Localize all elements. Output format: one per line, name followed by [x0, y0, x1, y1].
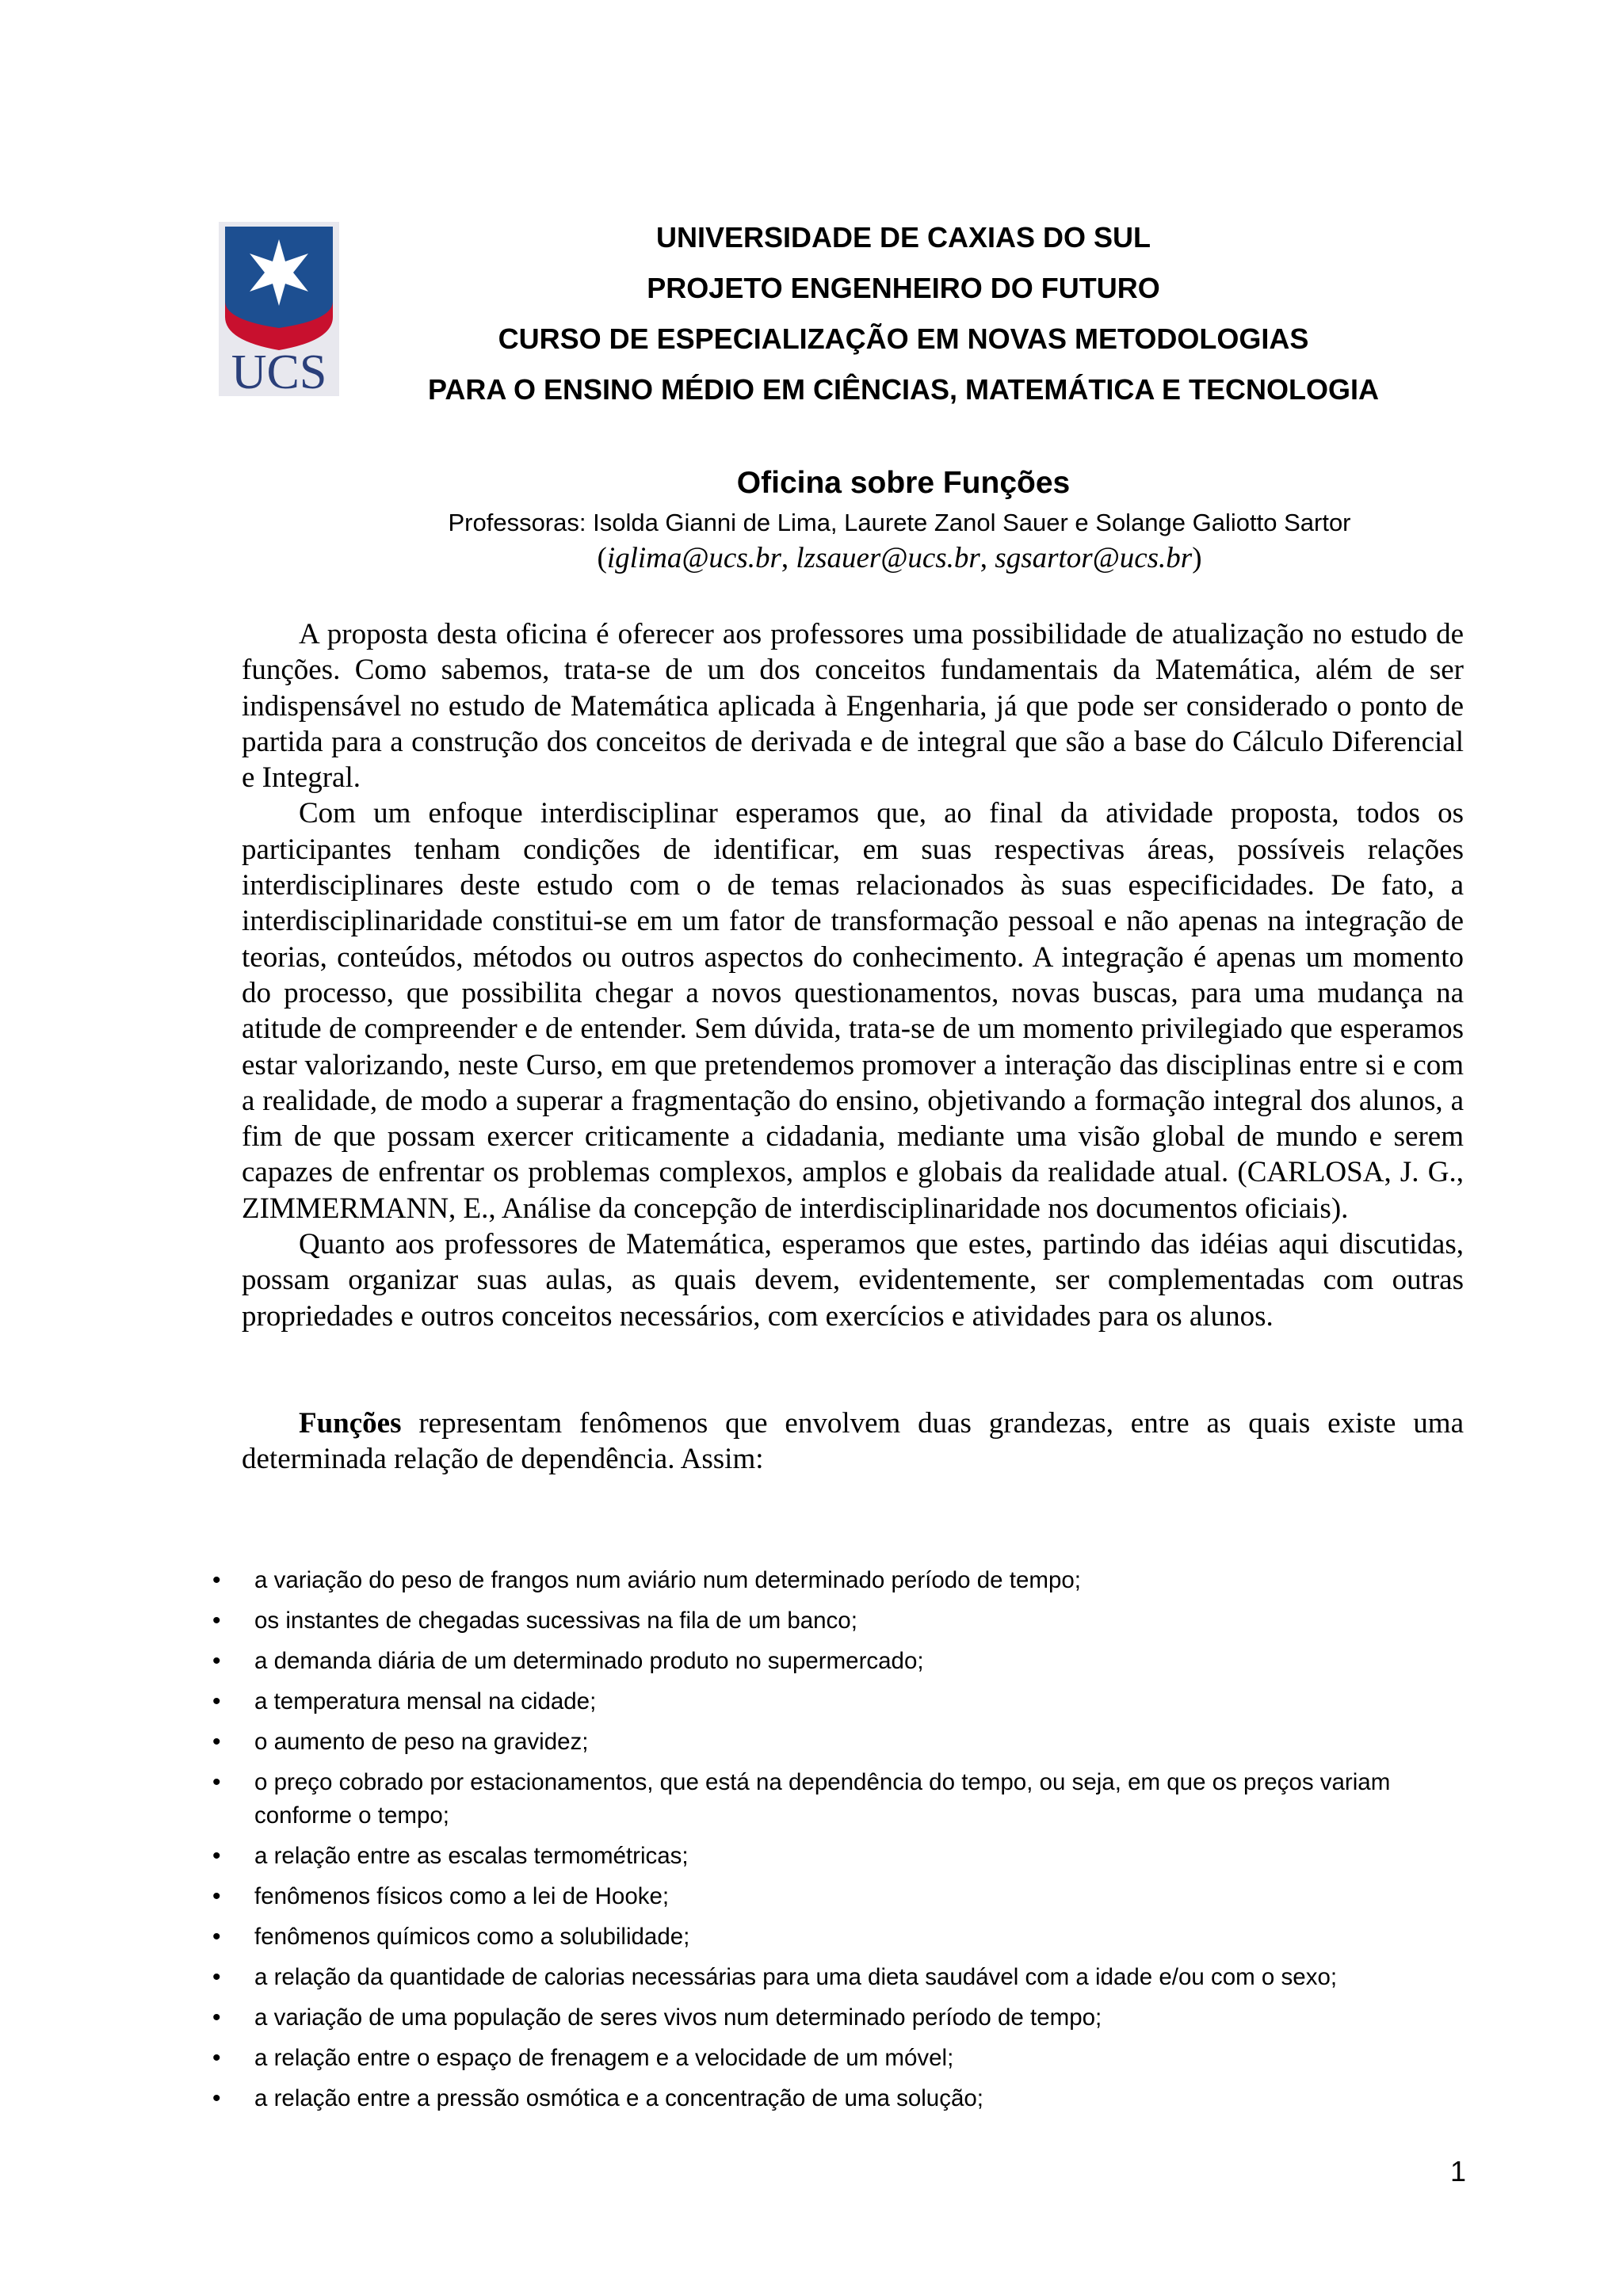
list-item	[208, 2042, 1476, 2075]
list-item-text: os instantes de chegadas sucessivas na fila de um banco;	[254, 1608, 857, 1634]
list-item-text: o aumento de peso na gravidez;	[254, 1729, 589, 1755]
header-line-course: CURSO DE ESPECIALIZAÇÃO EM NOVAS METODOLOGIAS	[498, 322, 1309, 355]
paragraph: A proposta desta oficina é oferecer aos professores uma possibilidade de atualização no estudo de funções. Como sabemos, trata-se de um dos conceitos fundamentais da Matemática, além de ser indispensável no estudo de Matemática aplicada à Engenharia, já que pode ser considerado o ponto de partida para a construção dos conceitos de derivada e de integral que são a base do Cálculo Diferencial e Integral.	[242, 618, 1464, 795]
bullet-icon: •	[212, 2085, 221, 2111]
paragraph: Quanto aos professores de Matemática, esperamos que estes, partindo das idéias aqui discutidas, possam organizar suas aulas, as quais devem, evidentemente, ser complementadas com outras propriedades e outros conceitos necessários, com exercícios e atividades para os alunos.	[242, 1228, 1464, 1333]
spacer	[242, 1370, 1464, 1405]
bullet-icon: •	[212, 1964, 221, 1990]
email-link-sgsartor[interactable]: sgsartor@ucs.br	[995, 542, 1193, 574]
list-item-text: fenômenos químicos como a solubilidade;	[254, 1924, 690, 1950]
bullet-icon: •	[212, 1608, 221, 1634]
list-item	[208, 1564, 1476, 1597]
bullet-icon: •	[212, 1924, 221, 1950]
bullet-icon: •	[212, 1567, 221, 1593]
bullet-icon: •	[212, 1648, 221, 1674]
list-item	[208, 1726, 1476, 1759]
bullet-icon: •	[212, 1688, 221, 1714]
bullet-icon: •	[212, 1843, 221, 1869]
list-item	[208, 1604, 1476, 1638]
header-line-project: PROJETO ENGENHEIRO DO FUTURO	[647, 272, 1160, 304]
funcoes-definition: representam fenômenos que envolvem duas grandezas, entre as quais existe uma determinada relação de dependência. Assim:	[242, 1406, 1464, 1476]
list-item-text: a variação do peso de frangos num aviário num determinado período de tempo;	[254, 1567, 1081, 1593]
email-link-iglima[interactable]: iglima@ucs.br	[606, 542, 781, 574]
list-item-text: a relação entre o espaço de frenagem e a velocidade de um móvel;	[254, 2045, 954, 2071]
examples-list	[208, 1564, 1476, 2122]
list-item	[208, 1880, 1476, 1913]
spacer	[242, 1334, 1464, 1370]
list-item-text: a relação entre as escalas termométricas;	[254, 1843, 689, 1869]
list-item	[208, 1645, 1476, 1678]
list-item-text: a demanda diária de um determinado produto no supermercado;	[254, 1648, 924, 1674]
email-separator: ,	[980, 542, 995, 574]
document-title: Oficina sobre Funções	[736, 466, 1071, 500]
header-line-course-cont: PARA O ENSINO MÉDIO EM CIÊNCIAS, MATEMÁTICA E TECNOLOGIA	[427, 373, 1380, 406]
bullet-icon: •	[212, 1769, 221, 1795]
funcoes-term: Funções	[299, 1406, 402, 1440]
body-text	[242, 616, 1464, 1478]
list-item	[208, 1961, 1476, 1994]
bullet-icon: •	[212, 1883, 221, 1909]
header-line-university: UNIVERSIDADE DE CAXIAS DO SUL	[655, 221, 1151, 254]
paren-open: (	[597, 542, 607, 574]
professors-line: Professoras: Isolda Gianni de Lima, Laurete Zanol Sauer e Solange Galiotto Sartor	[448, 509, 1351, 536]
logo-text: UCS	[231, 345, 327, 396]
ucs-logo	[219, 222, 339, 396]
emails-line	[238, 539, 1561, 578]
list-item	[208, 1920, 1476, 1954]
email-separator: ,	[781, 542, 796, 574]
list-item	[208, 1685, 1476, 1718]
paren-close: )	[1192, 542, 1202, 574]
list-item	[208, 2001, 1476, 2035]
list-item-text: a temperatura mensal na cidade;	[254, 1688, 597, 1714]
email-link-lzsauer[interactable]: lzsauer@ucs.br	[796, 542, 980, 574]
list-item-text: a relação da quantidade de calorias necessárias para uma dieta saudável com a idade e/ou com o sexo;	[254, 1964, 1338, 1990]
list-item	[208, 1766, 1476, 1833]
page-number: 1	[1449, 2155, 1466, 2187]
list-item	[208, 2082, 1476, 2115]
header	[349, 212, 1458, 415]
list-item-text: fenômenos físicos como a lei de Hooke;	[254, 1883, 670, 1909]
list-item-text: a relação entre a pressão osmótica e a concentração de uma solução;	[254, 2085, 983, 2111]
paragraph: Com um enfoque interdisciplinar esperamos que, ao final da atividade proposta, todos os participantes tenham condições de identificar, em suas respectivas áreas, possíveis relações interdisciplinares deste estudo com o de temas relacionados às suas especificidades. De fato, a interdisciplinaridade constitui-se em um fator de transformação pessoal e não apenas na integração de teorias, conteúdos, métodos ou outros aspectos do conhecimento. A integração é apenas um momento do processo, que possibilita chegar a novos questionamentos, novas buscas, para uma mudança na atitude de compreender e de entender. Sem dúvida, trata-se de um momento privilegiado que esperamos estar valorizando, neste Curso, em que pretendemos promover a interação das disciplinas entre si e com a realidade, de modo a superar a fragmentação do ensino, objetivando a formação integral dos alunos, a fim de que possam exercer criticamente a cidadania, mediante uma visão global de mundo e serem capazes de enfrentar os problemas complexos, amplos e globais da realidade atual. (CARLOSA, J. G., ZIMMERMANN, E., Análise da concepção de interdisciplinaridade nos documentos oficiais).	[242, 797, 1464, 1225]
bullet-icon: •	[212, 2004, 221, 2031]
list-item	[208, 1840, 1476, 1873]
bullet-icon: •	[212, 1729, 221, 1755]
funcoes-paragraph	[242, 1405, 1464, 1478]
bullet-icon: •	[212, 2045, 221, 2071]
list-item-text: a variação de uma população de seres vivos num determinado período de tempo;	[254, 2004, 1102, 2031]
list-item-text: o preço cobrado por estacionamentos, que está na dependência do tempo, ou seja, em que os preços variam conforme o tempo;	[254, 1769, 1391, 1829]
